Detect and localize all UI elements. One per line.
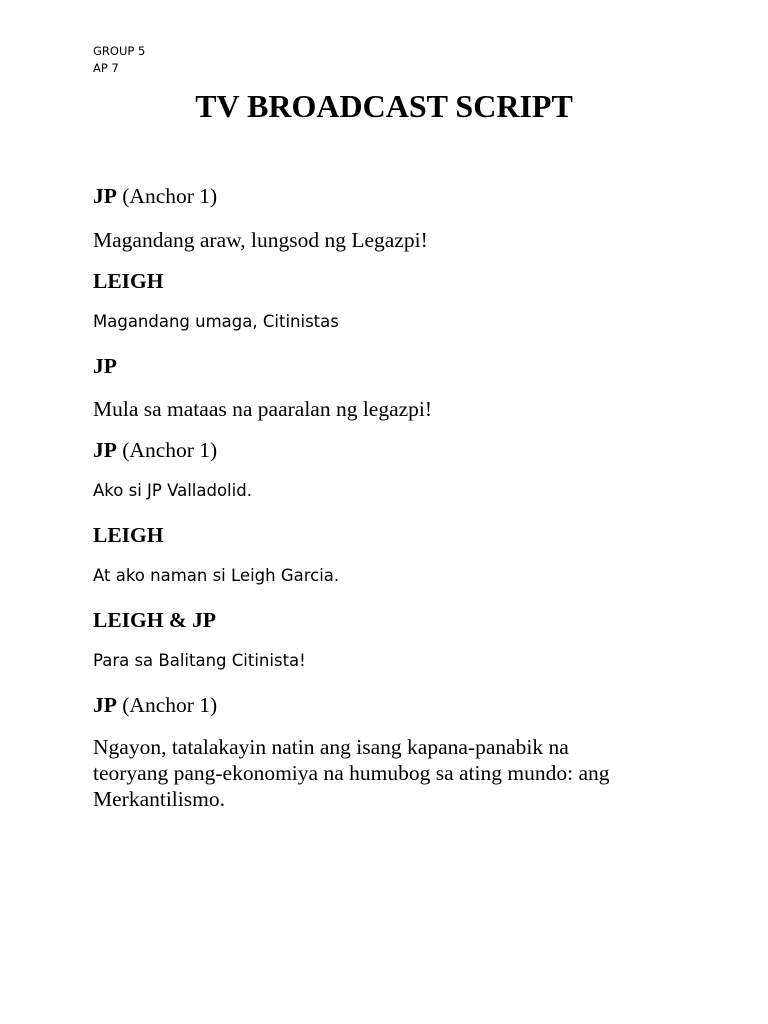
group-label: GROUP 5 (93, 44, 146, 58)
dialog-line: Magandang umaga, Citinistas (93, 312, 339, 331)
class-label: AP 7 (93, 61, 119, 75)
speaker-role: (Anchor 1) (122, 693, 218, 717)
dialog-line: Mula sa mataas na paaralan ng legazpi! (93, 397, 433, 421)
speaker-line (93, 522, 164, 548)
speaker-name: JP (93, 184, 117, 208)
dialog-paragraph (93, 734, 693, 812)
speaker-role: (Anchor 1) (122, 438, 218, 462)
document-title: TV BROADCAST SCRIPT (195, 88, 573, 124)
speaker-name: LEIGH (93, 523, 164, 547)
speaker-line (93, 692, 217, 718)
speaker-name: LEIGH & JP (93, 608, 217, 632)
speaker-line (93, 268, 164, 294)
speaker-line (93, 353, 117, 379)
speaker-line (93, 437, 217, 463)
dialog-line: Magandang araw, lungsod ng Legazpi! (93, 228, 428, 252)
speaker-name: JP (93, 438, 117, 462)
speaker-name: LEIGH (93, 269, 164, 293)
speaker-name: JP (93, 693, 117, 717)
dialog-line: Para sa Balitang Citinista! (93, 651, 306, 670)
dialog-paragraph-line: teoryang pang-ekonomiya na humubog sa ating mundo: ang (93, 761, 610, 785)
speaker-name: JP (93, 354, 117, 378)
dialog-paragraph-line: Ngayon, tatalakayin natin ang isang kapana-panabik na (93, 735, 569, 759)
dialog-paragraph-line: Merkantilismo. (93, 787, 225, 811)
dialog-line: Ako si JP Valladolid. (93, 481, 252, 500)
speaker-role: (Anchor 1) (122, 184, 218, 208)
dialog-line: At ako naman si Leigh Garcia. (93, 566, 340, 585)
speaker-line (93, 607, 216, 633)
speaker-line (93, 183, 217, 209)
